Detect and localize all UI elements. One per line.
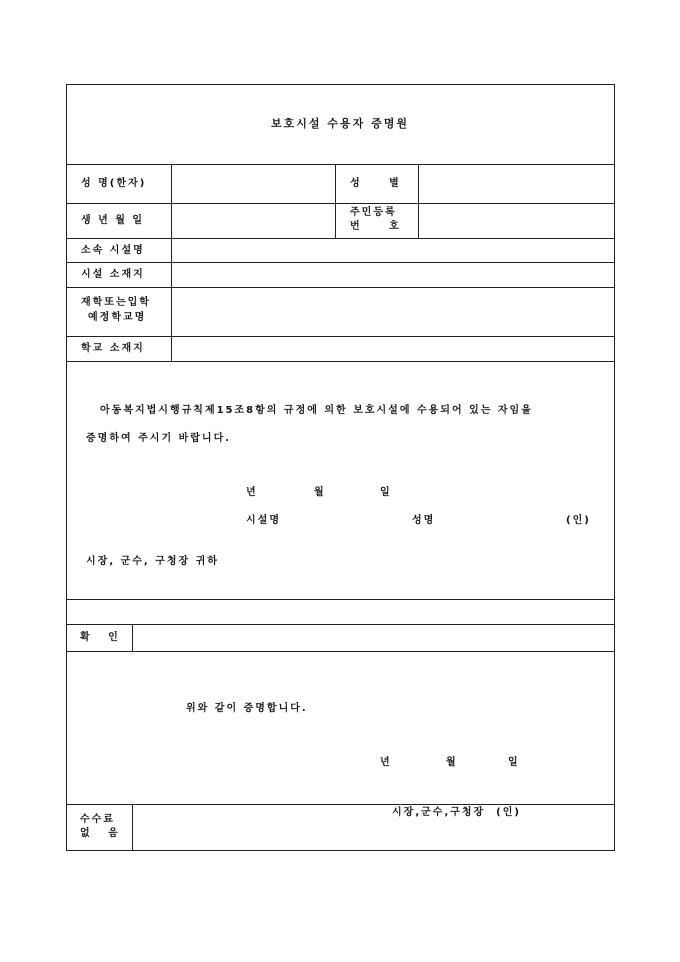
facility-label: 소속 시설명 bbox=[81, 245, 145, 256]
request-text-line2: 증명하여 주시기 바랍니다. bbox=[86, 433, 232, 444]
applicant-name-label: 성명 bbox=[412, 515, 436, 526]
gender-field[interactable] bbox=[419, 165, 614, 203]
school-label: 재학또는입학 bbox=[81, 297, 151, 308]
birth-field[interactable] bbox=[172, 204, 335, 238]
facility-address-field[interactable] bbox=[172, 263, 614, 287]
issuer-signature: 시장,군수,구청장 (인) bbox=[392, 807, 521, 818]
certify-month: 월 bbox=[446, 757, 458, 768]
page-title: 보호시설 수용자 증명원 bbox=[271, 117, 409, 130]
border-left bbox=[66, 84, 67, 851]
school-address-label: 학교 소재지 bbox=[81, 343, 145, 354]
divider bbox=[335, 164, 336, 238]
confirm-label: 확 인 bbox=[80, 632, 120, 643]
rrn-field[interactable] bbox=[419, 204, 614, 238]
divider bbox=[66, 599, 615, 600]
confirm-field[interactable] bbox=[133, 625, 614, 651]
gender-label: 성 별 bbox=[350, 178, 401, 189]
border-top bbox=[66, 84, 615, 85]
divider bbox=[66, 651, 615, 652]
name-label: 성 명(한자) bbox=[81, 178, 147, 189]
fee-label: 수수료 bbox=[80, 814, 115, 825]
request-text-line1: 아동복지법시행규칙제15조8항의 규정에 의한 보호시설에 수용되어 있는 자임을 bbox=[100, 405, 533, 416]
facility-name-label: 시설명 bbox=[246, 515, 281, 526]
request-day: 일 bbox=[380, 487, 392, 498]
school-label-2: 예정학교명 bbox=[88, 312, 147, 323]
border-right bbox=[614, 84, 615, 851]
certify-statement: 위와 같이 증명합니다. bbox=[186, 703, 308, 714]
certify-day: 일 bbox=[508, 757, 520, 768]
rrn-label-2: 번 호 bbox=[350, 221, 401, 232]
request-year: 년 bbox=[246, 487, 258, 498]
divider bbox=[132, 804, 133, 850]
school-address-field[interactable] bbox=[172, 337, 614, 361]
divider bbox=[66, 804, 615, 805]
addressee: 시장, 군수, 구청장 귀하 bbox=[86, 556, 219, 567]
request-month: 월 bbox=[314, 487, 326, 498]
certify-year: 년 bbox=[380, 757, 392, 768]
seal-mark: (인) bbox=[566, 515, 591, 526]
fee-value: 없 음 bbox=[80, 828, 120, 839]
border-bottom bbox=[66, 850, 615, 851]
facility-field[interactable] bbox=[172, 239, 614, 262]
rrn-label: 주민등록 bbox=[350, 207, 397, 218]
facility-address-label: 시설 소재지 bbox=[81, 269, 145, 280]
divider bbox=[66, 361, 615, 362]
name-field[interactable] bbox=[172, 165, 335, 203]
school-field[interactable] bbox=[172, 288, 614, 336]
birth-label: 생 년 월 일 bbox=[81, 215, 145, 226]
